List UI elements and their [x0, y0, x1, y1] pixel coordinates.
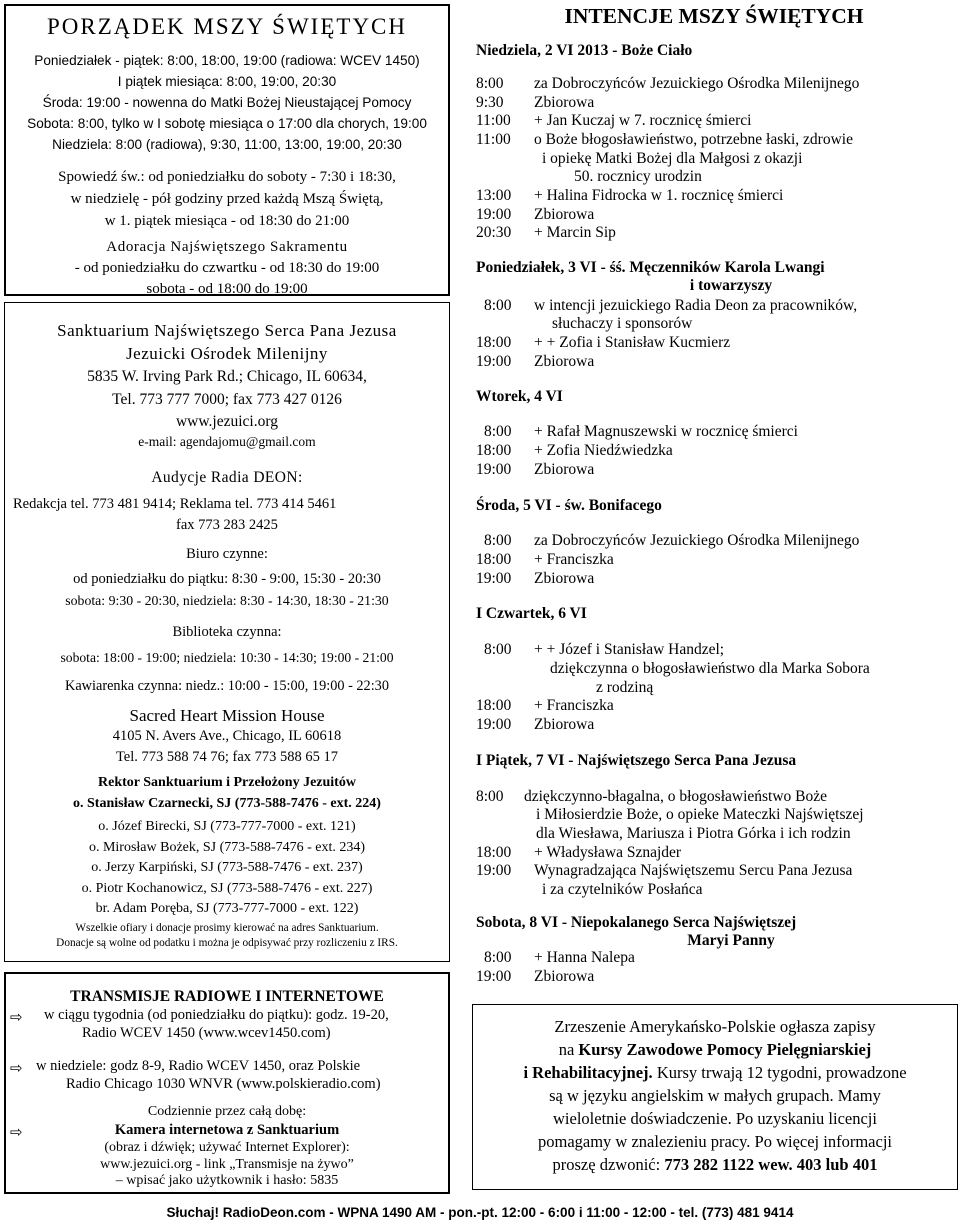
mass-intention: 13:00 + Halina Fidrocka w 1. rocznicę śmierci — [476, 187, 784, 205]
radio-fax: fax 773 283 2425 — [176, 517, 278, 533]
ad-line: są w języku angielskim w małych grupach. Mamy — [549, 1086, 881, 1105]
radio-phones: Redakcja tel. 773 481 9414; Reklama tel. 773 414 5461 — [13, 496, 337, 512]
mass-intention: 11:00 o Boże błogosławieństwo, potrzebne łaski, zdrowie — [476, 130, 853, 148]
mass-intention: 8:00 + + Józef i Stanisław Handzel; — [484, 641, 725, 659]
priest-entry: br. Adam Poręba, SJ (773-777-7000 - ext. 122) — [95, 901, 359, 916]
donation-note-2: Donacje są wolne od podatku i można je odpisywać przy rozliczeniu z IRS. — [56, 937, 398, 949]
ad-line: i Rehabilitacyjnej. Kursy trwają 12 tygodni, prowadzone — [523, 1063, 907, 1082]
confession-info — [6, 166, 448, 232]
weekday-broadcast-line2: Radio WCEV 1450 (www.wcev1450.com) — [82, 1025, 331, 1041]
mass-intention: 19:00 Zbiorowa — [476, 968, 595, 986]
mission-house-phone: Tel. 773 588 74 76; fax 773 588 65 17 — [115, 749, 339, 765]
mass-intention: 8:00 + Hanna Nalepa — [484, 949, 635, 967]
webcam-link[interactable]: www.jezuici.org - link „Transmisje na żywo” — [100, 1157, 354, 1172]
confession-line: Spowiedź św.: od poniedziałku do soboty - 7:30 i 18:30, — [58, 169, 396, 185]
intentions-list — [476, 42, 956, 987]
weekday-broadcast-line1: w ciągu tygodnia (od poniedziałku do piątku): godz. 19-20, — [44, 1007, 389, 1023]
library-title: Biblioteka czynna: — [172, 624, 282, 640]
mass-order-line: Środa: 19:00 - nowenna do Matki Bożej Nieustającej Pomocy — [42, 95, 412, 110]
office-hours-weekday: od poniedziałku do piątku: 8:30 - 9:00, 15:30 - 20:30 — [73, 571, 381, 587]
arrow-right-icon: ⇨ — [10, 1008, 23, 1026]
adoration-line: - od poniedziałku do czwartku - od 18:30 do 19:00 — [74, 260, 380, 276]
cafe-hours: Kawiarenka czynna: niedz.: 10:00 - 15:00, 19:00 - 22:30 — [65, 678, 389, 694]
mass-intention: i Miłosierdzie Boże, o opieke Mateczki Najświętszej — [536, 806, 864, 824]
confession-line: w niedzielę - pół godziny przed każdą Mszą Świętą, — [70, 191, 384, 207]
mass-intention: 8:00 + Rafał Magnuszewski w rocznicę śmierci — [484, 423, 798, 441]
mass-intention: 8:00 za Dobroczyńców Jezuickiego Ośrodka Milenijnego — [476, 74, 860, 92]
phone-fax: Tel. 773 777 7000; fax 773 427 0126 — [112, 391, 342, 408]
day-heading: Środa, 5 VI - św. Bonifacego — [476, 496, 662, 514]
webcam-title: Kamera internetowa z Sanktuarium — [114, 1122, 340, 1138]
sunday-broadcast-line1: w niedziele: godz 8-9, Radio WCEV 1450, oraz Polskie — [36, 1058, 361, 1074]
mass-intention: dla Wiesława, Mariusza i Piotra Górka i ich rodzin — [536, 824, 851, 842]
priest-entry: o. Jerzy Karpiński, SJ (773-588-7476 - ext. 237) — [91, 860, 363, 875]
sunday-broadcast-line2: Radio Chicago 1030 WNVR (www.polskieradio.com) — [66, 1076, 381, 1092]
day-heading-cont: i towarzyszy — [689, 276, 773, 294]
priest-entry: o. Józef Birecki, SJ (773-777-7000 - ext. 121) — [98, 819, 356, 834]
mass-order-box — [4, 4, 450, 296]
mass-intention: 8:00 w intencji jezuickiego Radia Deon za pracowników, — [484, 296, 858, 314]
mission-house-address: 4105 N. Avers Ave., Chicago, IL 60618 — [112, 728, 342, 744]
mass-intention: 19:00 Zbiorowa — [476, 569, 595, 587]
adoration-info — [6, 258, 448, 300]
mass-intention: 19:00 Wynagradzająca Najświętszemu Sercu Pana Jezusa — [476, 862, 853, 880]
transmission-title: TRANSMISJE RADIOWE I INTERNETOWE — [70, 988, 384, 1005]
adoration-line: sobota - od 18:00 do 19:00 — [146, 281, 308, 297]
mass-intention: 50. rocznicy urodzin — [574, 168, 702, 186]
mission-house-title: Sacred Heart Mission House — [129, 706, 325, 725]
course-ad-text — [473, 1015, 957, 1176]
mass-intention: i opiekę Matki Bożej dla Małgosi z okazji — [542, 149, 803, 167]
priests-list — [5, 817, 449, 920]
adoration-title: Adoracja Najświętszego Sakramentu — [106, 239, 348, 255]
mass-intention: 19:00 Zbiorowa — [476, 352, 595, 370]
mass-intention: słuchaczy i sponsorów — [552, 315, 693, 333]
radio-title: Audycje Radia DEON: — [151, 469, 303, 486]
confession-line: w 1. piątek miesiąca - od 18:30 do 21:00 — [104, 213, 350, 229]
mass-intention: 19:00 Zbiorowa — [476, 205, 595, 223]
library-hours: sobota: 18:00 - 19:00; niedziela: 10:30 - 14:30; 19:00 - 21:00 — [60, 650, 394, 665]
office-title: Biuro czynne: — [186, 546, 268, 562]
arrow-right-icon: ⇨ — [10, 1123, 23, 1141]
day-heading: Niedziela, 2 VI 2013 - Boże Ciało — [476, 42, 693, 59]
day-heading: Poniedziałek, 3 VI - śś. Męczenników Karola Lwangi — [476, 259, 825, 277]
mass-intention: 18:00 + Franciszka — [476, 551, 614, 569]
transmission-box — [4, 972, 450, 1194]
rector-title: Rektor Sanktuarium i Przełożony Jezuitów — [98, 775, 356, 790]
website-link[interactable]: www.jezuici.org — [175, 413, 278, 430]
course-ad-box — [472, 1004, 958, 1190]
mass-intention: dziękczynna o błogosławieństwo dla Marka Sobora — [550, 659, 870, 677]
intentions-title: INTENCJE MSZY ŚWIĘTYCH — [564, 4, 864, 28]
arrow-right-icon: ⇨ — [10, 1059, 23, 1077]
mass-order-line: Sobota: 8:00, tylko w I sobotę miesiąca o 17:00 dla chorych, 19:00 — [27, 116, 427, 131]
ad-line: pomagamy w znalezieniu pracy. Po więcej informacji — [537, 1132, 892, 1151]
ad-line: Zrzeszenie Amerykańsko-Polskie ogłasza zapisy — [554, 1017, 876, 1036]
day-heading: Wtorek, 4 VI — [476, 387, 563, 405]
mass-order-line: Niedziela: 8:00 (radiowa), 9:30, 11:00, 13:00, 19:00, 20:30 — [52, 137, 402, 152]
mass-intention: z rodziną — [596, 678, 654, 696]
contact-box — [4, 302, 450, 962]
center-name: Jezuicki Ośrodek Milenijny — [126, 344, 328, 363]
day-heading: I Czwartek, 6 VI — [476, 605, 587, 623]
mass-order-line: Poniedziałek - piątek: 8:00, 18:00, 19:00 (radiowa: WCEV 1450) — [34, 53, 420, 68]
mass-order-line: I piątek miesiąca: 8:00, 19:00, 20:30 — [117, 74, 337, 89]
mass-intention: 8:00 dziękczynno-błagalna, o błogosławieństwo Boże — [476, 787, 828, 805]
ad-line: wieloletnie doświadczenie. Po uzyskaniu licencji — [553, 1109, 877, 1128]
day-heading: I Piątek, 7 VI - Najświętszego Serca Pana Jezusa — [476, 751, 797, 769]
sanctuary-name: Sanktuarium Najświętszego Serca Pana Jezusa — [57, 321, 397, 340]
mass-order-list — [6, 50, 448, 155]
mass-intention: i za czytelników Posłańca — [542, 881, 703, 899]
priest-entry: o. Piotr Kochanowicz, SJ (773-588-7476 - ext. 227) — [81, 880, 373, 896]
daily-label: Codziennie przez całą dobę: — [147, 1104, 307, 1119]
ad-line: na Kursy Zawodowe Pomocy Pielęgniarskiej — [558, 1040, 872, 1059]
rector-name: o. Stanisław Czarnecki, SJ (773-588-7476 - ext. 224) — [73, 796, 381, 811]
mass-intention: 19:00 Zbiorowa — [476, 716, 595, 734]
email-link[interactable]: e-mail: agendajomu@gmail.com — [138, 434, 316, 449]
mass-intention: 9:30 Zbiorowa — [476, 93, 595, 111]
ad-line: proszę dzwonić: 773 282 1122 wew. 403 lub 401 — [552, 1155, 878, 1174]
mass-intention: 18:00 + Władysława Sznajder — [476, 843, 682, 861]
footer-radio-info: Słuchaj! RadioDeon.com - WPNA 1490 AM - pon.-pt. 12:00 - 6:00 i 11:00 - 12:00 - tel. (773) 481 9414 — [166, 1205, 794, 1220]
day-heading: Sobota, 8 VI - Niepokalanego Serca Najświętszej — [476, 913, 797, 931]
mass-intention: 18:00 + + Zofia i Stanisław Kucmierz — [476, 334, 731, 352]
mass-intention: 18:00 + Zofia Niedźwiedzka — [476, 442, 673, 460]
office-hours-weekend: sobota: 9:30 - 20:30, niedziela: 8:30 - 14:30, 18:30 - 21:30 — [65, 593, 389, 608]
day-heading-cont: Maryi Panny — [687, 931, 775, 949]
priest-entry: o. Mirosław Bożek, SJ (773-588-7476 - ext. 234) — [88, 839, 366, 855]
mass-order-title: PORZĄDEK MSZY ŚWIĘTYCH — [46, 14, 408, 39]
address: 5835 W. Irving Park Rd.; Chicago, IL 60634, — [87, 368, 367, 385]
donation-note-1: Wszelkie ofiary i donacje prosimy kierować na adres Sanktuarium. — [75, 922, 379, 934]
webcam-info: (obraz i dźwięk; używać Internet Explorer): — [104, 1140, 350, 1155]
mass-intention: 11:00 + Jan Kuczaj w 7. rocznicę śmierci — [476, 112, 752, 130]
mass-intention: 20:30 + Marcin Sip — [476, 224, 616, 242]
mass-intention: 19:00 Zbiorowa — [476, 460, 595, 478]
mass-intention: 8:00 za Dobroczyńców Jezuickiego Ośrodka Milenijnego — [484, 532, 860, 550]
mass-intention: 18:00 + Franciszka — [476, 697, 614, 715]
webcam-login: – wpisać jako użytkownik i hasło: 5835 — [115, 1173, 339, 1188]
